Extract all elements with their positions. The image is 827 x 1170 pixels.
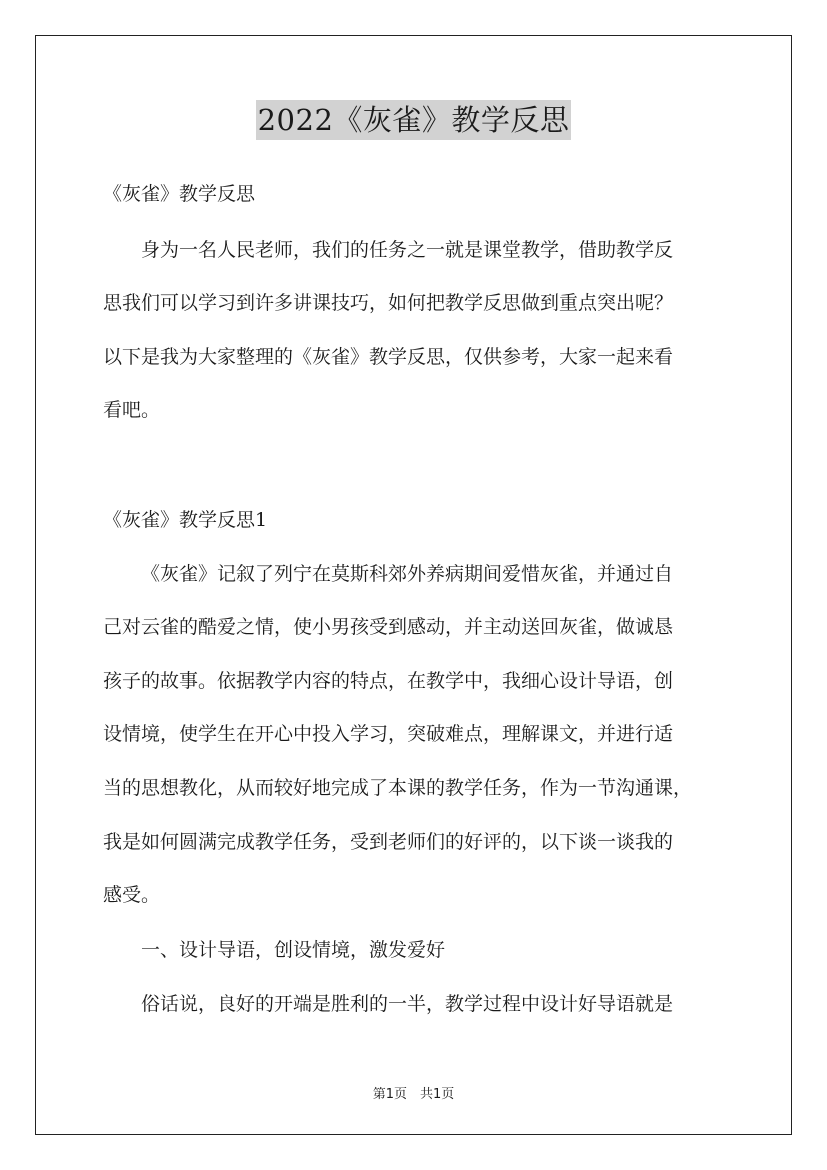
paragraph-line: 孩子的故事。依据教学内容的特点，在教学中，我细心设计导语，创	[103, 670, 674, 692]
document-title: 2022《灰雀》教学反思	[256, 100, 572, 140]
paragraph-line: 我是如何圆满完成教学任务，受到老师们的好评的，以下谈一谈我的	[103, 831, 674, 853]
page-number-label: 第1页 共1页	[372, 1087, 455, 1102]
paragraph-line: 己对云雀的酷爱之情，使小男孩受到感动，并主动送回灰雀，做诚恳	[103, 616, 674, 638]
subheading-line: 一、设计导语，创设情境，激发爱好	[141, 939, 446, 961]
title-container	[0, 100, 827, 140]
section-heading: 《灰雀》教学反思1	[103, 509, 268, 531]
paragraph-line: 设情境，使学生在开心中投入学习，突破难点，理解课文，并进行适	[103, 723, 674, 745]
page-footer	[0, 1083, 827, 1102]
paragraph-line: 身为一名人民老师，我们的任务之一就是课堂教学，借助教学反	[141, 239, 674, 261]
paragraph-line: 《灰雀》记叙了列宁在莫斯科郊外养病期间爱惜灰雀，并通过自	[141, 563, 674, 585]
paragraph-line: 当的思想教化，从而较好地完成了本课的教学任务，作为一节沟通课，	[103, 777, 693, 799]
paragraph-line: 思我们可以学习到许多讲课技巧，如何把教学反思做到重点突出呢？	[103, 292, 674, 314]
paragraph-line: 看吧。	[103, 399, 161, 421]
paragraph-line: 俗话说，良好的开端是胜利的一半，教学过程中设计好导语就是	[141, 993, 674, 1015]
paragraph-line: 感受。	[103, 884, 161, 906]
paragraph-line: 以下是我为大家整理的《灰雀》教学反思，仅供参考，大家一起来看	[103, 346, 674, 368]
section-heading: 《灰雀》教学反思	[103, 183, 256, 205]
